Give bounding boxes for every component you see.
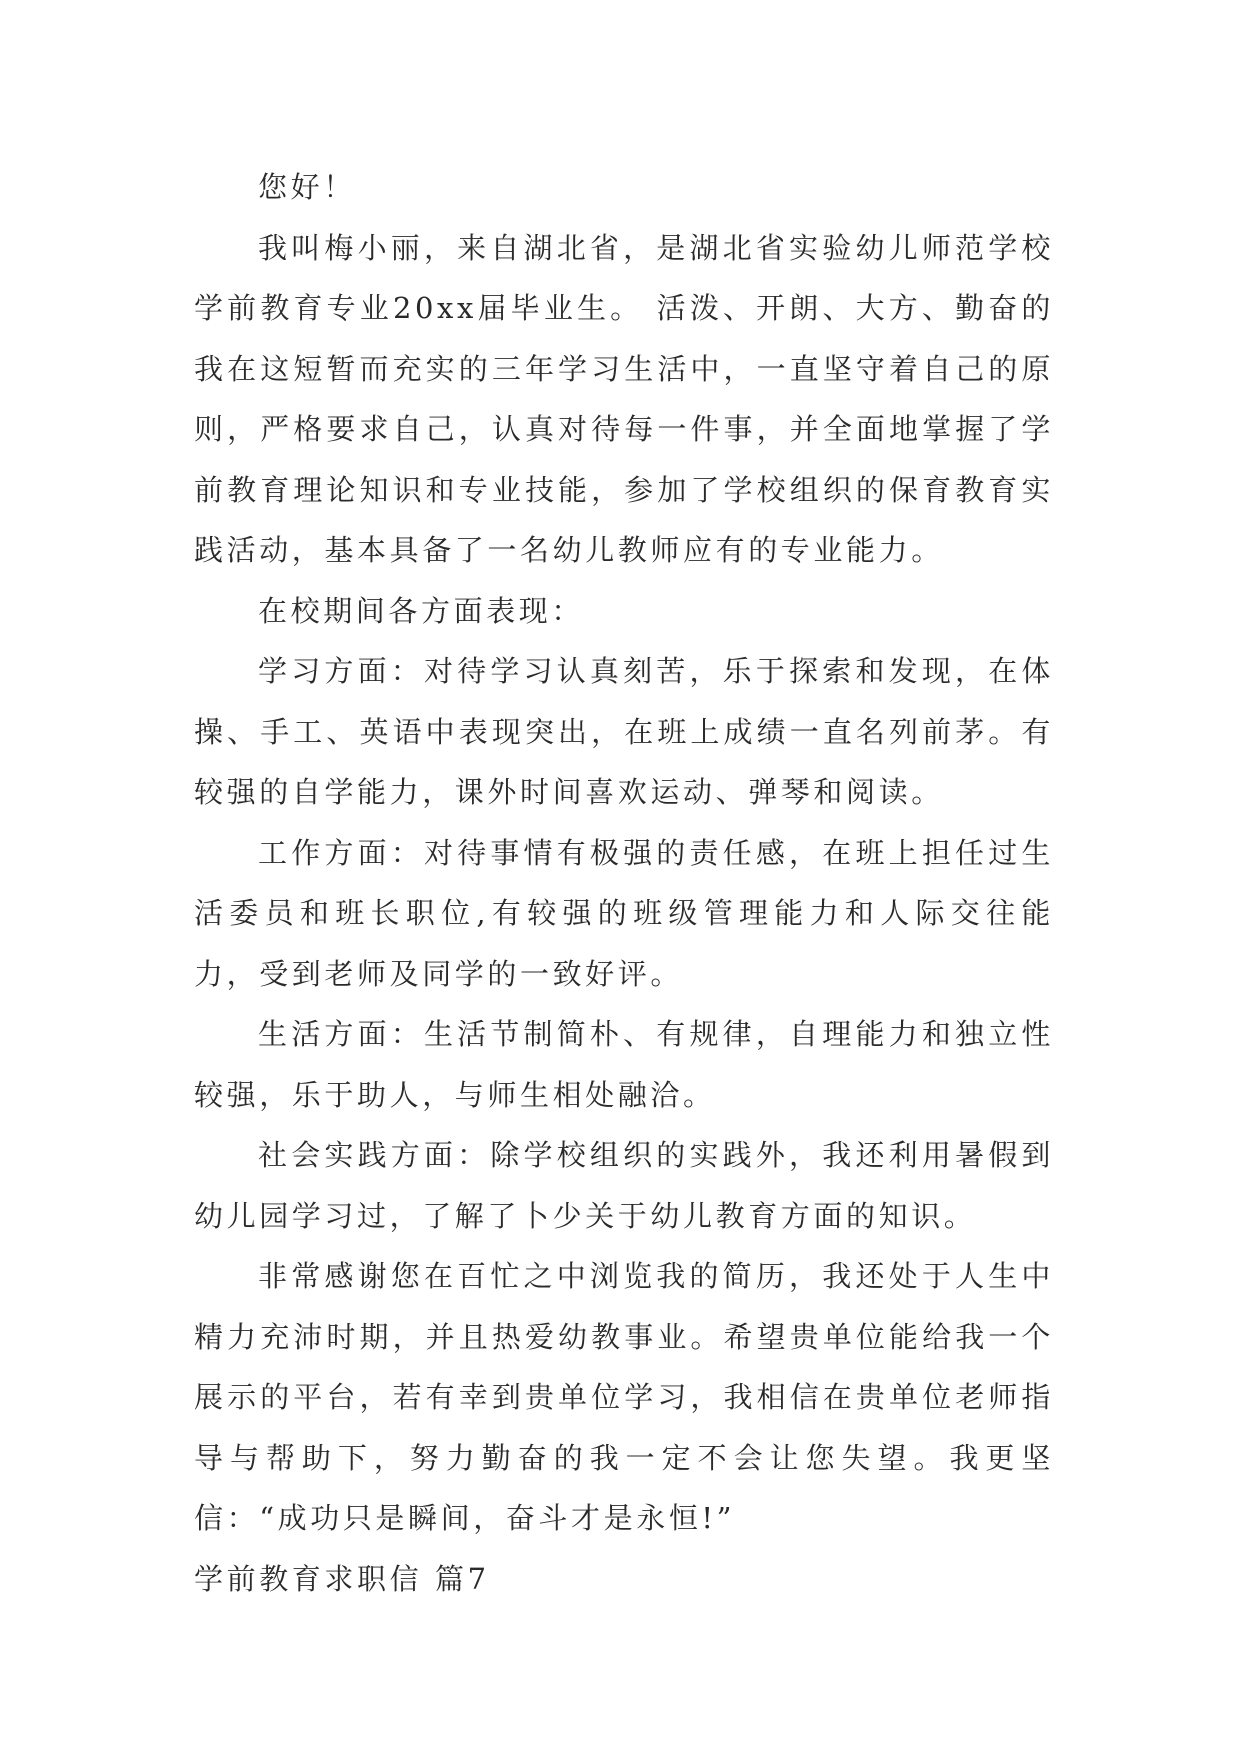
paragraph-work: 工作方面：对待事情有极强的责任感，在班上担任过生活委员和班长职位,有较强的班级管理能力和人际交往能力，受到老师及同学的一致好评。: [194, 835, 1054, 991]
letter-body: [194, 157, 1054, 1609]
section-heading: 学前教育求职信 篇7: [194, 1561, 490, 1596]
greeting: 您好！: [258, 170, 356, 204]
paragraph-closing: 非常感谢您在百忙之中浏览我的简历，我还处于人生中精力充沛时期，并且热爱幼教事业。希望贵单位能给我一个展示的平台，若有幸到贵单位学习，我相信在贵单位老师指导与帮助下，努力勤奋的我一定不会让您失望。我更坚信：“成功只是瞬间，奋斗才是永恒!”: [194, 1259, 1054, 1535]
paragraph-social-practice: 社会实践方面：除学校组织的实践外，我还利用暑假到幼儿园学习过，了解了卜少关于幼儿教育方面的知识。: [194, 1138, 1054, 1233]
paragraph-study: 学习方面：对待学习认真刻苦，乐于探索和发现，在体操、手工、英语中表现突出，在班上成绩一直名列前茅。有较强的自学能力，课外时间喜欢运动、弹琴和阅读。: [194, 654, 1054, 809]
paragraph-life: 生活方面：生活节制简朴、有规律，自理能力和独立性较强，乐于助人，与师生相处融洽。: [194, 1017, 1054, 1112]
paragraph-school-performance-intro: 在校期间各方面表现：: [258, 593, 585, 628]
paragraph-introduction: 我叫梅小丽，来自湖北省，是湖北省实验幼儿师范学校学前教育专业20xx届毕业生。 活泼、开朗、大方、勤奋的我在这短暂而充实的三年学习生活中，一直坚守着自己的原则，严格要求自己，认真对待每一件事，并全面地掌握了学前教育理论知识和专业技能，参加了学校组织的保育教育实践活动，基本具备了一名幼儿教师应有的专业能力。: [194, 230, 1054, 567]
